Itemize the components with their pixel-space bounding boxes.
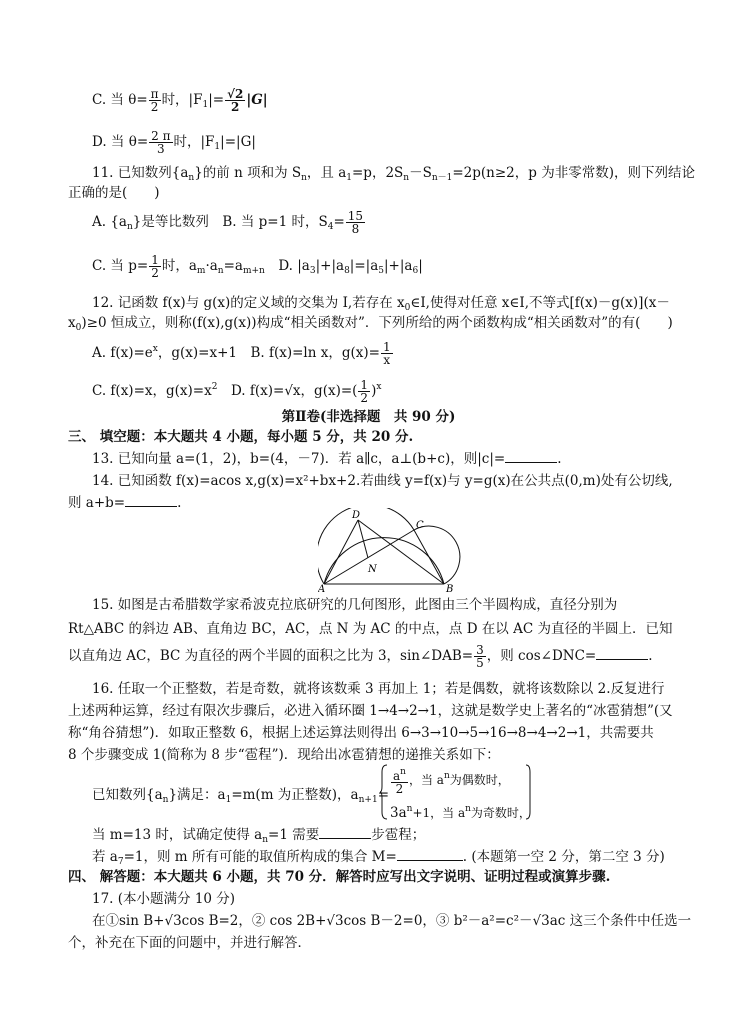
text: |+|a — [315, 258, 345, 274]
text: =1，则 m 所有可能的取值所构成的集合 M= — [123, 849, 397, 865]
q12-options-cd: C. f(x)=x，$g(x)=x^2$ D. f(x)=√x，g(x)=( $\frac{1}{2}$ )$^x$ — [92, 378, 382, 405]
case-even: $\frac{a^n}{2}$ ，当 $a^n$为偶数时， — [393, 767, 510, 796]
text: －S — [409, 165, 432, 181]
text: C. 当 p= — [92, 258, 149, 274]
text: = — [333, 214, 345, 230]
case-odd: $3a^n+1$，当 $a^n$为奇数时， — [390, 804, 531, 821]
option-c-line: C. 当 θ= $\frac{\pi}{2}$ 时，$|F_1|=$ $\frac{√2}{2}$ |G| — [92, 87, 268, 114]
denominator: 2 — [395, 782, 404, 796]
label-c: C — [416, 520, 424, 531]
text: 以直角边 AC，BC 为直径的两个半圆的面积之比为 3，sin∠DAB= — [68, 648, 474, 664]
section-3-heading: 三、 填空题：本大题共 4 小题，每小题 5 分，共 20 分. — [68, 429, 414, 445]
q11-options-ab: A. $\{a_n\}$是等比数列 B. 当 p=1 时，$S_4=$ $\frac{15}{8}$ — [92, 209, 364, 236]
q16-line-4: 8 个步骤变成 1(简称为 8 步“雹程”)．现给出冰雹猜想的递推关系如下： — [68, 747, 500, 763]
brace-icon — [377, 764, 389, 820]
numerator: 1 — [382, 340, 391, 354]
q13-line: 13. 已知向量 a=(1，2)，b=(4，－7)．若 a∥c，a⊥(b+c)，则|c|= . — [92, 451, 562, 467]
text: 12. 记函数 f(x)与 g(x)的定义域的交集为 I,若存在 x — [92, 295, 405, 311]
denominator: 3 — [157, 142, 165, 156]
text: . (本题第一空 2 分，第二空 3 分) — [462, 849, 665, 865]
q14-line-2: 则 a+b= . — [68, 495, 182, 511]
fraction — [149, 88, 161, 113]
numerator: 15 — [347, 209, 364, 223]
text: |= — [208, 92, 225, 108]
text: 3a — [390, 805, 407, 821]
fraction — [149, 254, 161, 279]
part2-heading: 第Ⅱ卷(非选择题 共 90 分) — [281, 409, 456, 425]
text: 步雹程； — [371, 827, 426, 843]
q14-line-1: 14. 已知函数 f(x)=acos x,g(x)=x²+bx+2.若曲线 y=f(x)与 y=g(x)在公共点(0,m)处有公切线, — [92, 473, 673, 489]
text: 为偶数时， — [449, 773, 510, 787]
text: ·a — [205, 258, 218, 274]
numerator: 1 — [360, 378, 369, 392]
denominator: 2 — [231, 100, 240, 114]
text: D. |a — [264, 258, 310, 274]
q11-line-1: 11. 已知数列$\{a_n\}$的前 n 项和为 $S_n$，且 $a_1=p$，$2S_n-S_{n-1}=2p(n\ge 2$，p 为非零常数)，则下列结论 — [92, 165, 695, 183]
q17-line-2: 个，补充在下面的问题中，并进行解答． — [68, 935, 311, 951]
section-4-heading: 四、 解答题：本大题共 6 小题，共 70 分．解答时应写出文字说明、证明过程或演算步骤. — [68, 869, 611, 885]
text: 已知数列{a — [92, 787, 163, 803]
text: }满足：a — [168, 787, 226, 803]
denominator: 2 — [360, 391, 369, 405]
text: 当 m=13 时，试确定使得 a — [92, 827, 263, 843]
text: }的前 n 项和为 S — [194, 165, 302, 181]
answer-blank — [125, 494, 177, 507]
q16-line-7: 若 $a_7=1$，则 m 所有可能的取值所构成的集合 M= . (本题第一空 2 分，第二空 3 分) — [92, 849, 665, 867]
text: |=|a — [349, 258, 379, 274]
text: +1，当 a — [412, 806, 466, 820]
text: 13. 已知向量 a=(1，2)，b=(4，－7)．若 a∥c，a⊥(b+c)，则|c|= — [92, 451, 506, 467]
text: |+|a — [384, 258, 413, 274]
numerator: $a^n$ — [393, 767, 406, 783]
text: 11. 已知数列{a — [92, 165, 189, 181]
q11-line-2: 正确的是( ) — [68, 185, 160, 201]
q15-line-3: 以直角边 AC，BC 为直径的两个半圆的面积之比为 3，sin∠DAB= $\frac{3}{5}$ ，则 cos∠DNC= . — [68, 643, 653, 670]
q12-options-ab: A. $f(x)=e^x$，g(x)=x+1 B. f(x)=ln x，g(x)= $\frac{1}{x}$ — [92, 340, 391, 367]
fraction — [391, 766, 408, 795]
denominator: x — [383, 353, 391, 367]
numerator: 2 π — [151, 129, 171, 143]
q16-line-6: 当 m=13 时，试确定使得 $a_n=1$ 需要 步雹程； — [92, 827, 426, 845]
text: ，当 a — [408, 773, 444, 787]
text: |=|G| — [220, 134, 256, 150]
text: A. {a — [92, 214, 127, 230]
text: = — [377, 787, 389, 803]
text: ) — [371, 383, 377, 399]
text: ，g(x)=x+1 B. f(x)=ln x，g(x)= — [157, 345, 380, 361]
text: a — [393, 769, 401, 783]
text: =a — [223, 258, 243, 274]
text: ，且 a — [306, 165, 347, 181]
label-d: D — [352, 510, 361, 521]
fraction — [381, 341, 393, 366]
answer-blank — [505, 450, 557, 463]
q17-heading: 17. (本小题满分 10 分) — [92, 891, 236, 907]
text: ，则 cos∠DNC= — [486, 648, 597, 664]
q16-line-3: 称“角谷猜想”)．如取正整数 6，根据上述运算法则得出 6→3→10→5→16→8→4→2→1，共需要共 — [68, 725, 654, 741]
text: D. 当 θ= — [92, 134, 149, 150]
q12-line-2: $x_0)\ge 0$ 恒成立，则称(f(x),g(x))构成“相关函数对”．下列所给的两个函数构成“相关函数对”的有( ) — [68, 315, 673, 333]
text: 时，|F — [173, 134, 215, 150]
numerator: π — [150, 87, 159, 101]
text: =p，2S — [351, 165, 404, 181]
numerator: 3 — [476, 643, 484, 657]
label-b: B — [446, 584, 454, 592]
text: | — [418, 258, 423, 274]
label-a: A — [318, 584, 326, 592]
text: 为奇数时， — [470, 806, 531, 820]
answer-blank — [319, 826, 371, 839]
text: )≥0 恒成立，则称(f(x),g(x))构成“相关函数对”．下列所给的两个函数构成“相关函数对”的有( ) — [81, 315, 673, 331]
q16-line-1: 16. 任取一个正整数，若是奇数，就将该数乘 3 再加上 1；若是偶数，就将该数除以 2.反复进行 — [92, 681, 665, 697]
q15-line-2: Rt△ABC 的斜边 AB、直角边 BC，AC，点 N 为 AC 的中点，点 D 在以 AC 为直径的半圆上．已知 — [68, 621, 673, 637]
text: =2p(n≥2，p 为非零常数)，则下列结论 — [452, 165, 695, 181]
text: D. f(x)=√x，g(x)=( — [217, 383, 358, 399]
text: x — [68, 315, 76, 331]
text: A. f(x)=e — [92, 345, 153, 361]
numerator: 1 — [151, 253, 159, 267]
text: 若 a — [92, 849, 118, 865]
option-d-line: D. 当 θ= $\frac{2 \pi}{3}$ 时，$|F_1|=|G|$ — [92, 129, 256, 156]
numerator: √2 — [227, 87, 244, 101]
denominator: 5 — [476, 656, 484, 670]
fraction — [358, 379, 370, 404]
semicircle-figure — [318, 508, 462, 592]
fraction — [474, 644, 486, 669]
text: 则 a+b= — [68, 495, 126, 511]
text: =m(m 为正整数)，a — [231, 787, 359, 803]
text: =1 需要 — [268, 827, 320, 843]
text: }是等比数列 B. 当 p=1 时，S — [132, 214, 328, 230]
fraction — [149, 130, 172, 155]
q12-line-1: 12. 记函数 f(x)与 g(x)的定义域的交集为 I,若存在 $x_0\in I$,使得对任意 x∈I,不等式[f(x)－g(x)](x－ — [92, 295, 670, 313]
text: 时，a — [161, 258, 197, 274]
fraction — [346, 210, 365, 235]
q16-recurrence: 已知数列$\{a_n\}$满足：$a_1=m(m$ 为正整数)，$a_{n+1}=$ — [92, 787, 389, 805]
bracket-right-icon — [526, 764, 532, 820]
text: C. 当 θ= — [92, 92, 148, 108]
fraction — [225, 88, 245, 113]
text: |G| — [246, 92, 268, 108]
denominator: 2 — [151, 266, 159, 280]
q16-line-2: 上述两种运算，经过有限次步骤后，必进入循环圈 1→4→2→1，这就是数学史上著名的“冰雹猜想”(又 — [68, 703, 673, 719]
q11-options-cd: C. 当 p= $\frac{1}{2}$ 时，$a_m\cdot a_n=a_{m+n}$ D. $|a_3|+|a_8|=|a_5|+|a_6|$ — [92, 253, 423, 280]
denominator: 2 — [150, 100, 159, 114]
text: 时，|F — [161, 92, 203, 108]
text: C. f(x)=x，g(x)=x — [92, 383, 212, 399]
q15-line-1: 15. 如图是古希腊数学家希波克拉底研究的几何图形，此图由三个半圆构成，直径分别为 — [92, 597, 618, 613]
text: ∈I,使得对任意 x∈I,不等式[f(x)－g(x)](x－ — [410, 295, 670, 311]
q17-line-1: 在①sin B+√3cos B=2，② cos 2B+√3cos B－2=0，③ b²－a²=c²－√3ac 这三个条件中任选一 — [92, 913, 692, 929]
label-n: N — [368, 564, 377, 575]
answer-blank — [596, 647, 648, 660]
denominator: 8 — [351, 222, 360, 236]
answer-blank — [397, 848, 463, 861]
